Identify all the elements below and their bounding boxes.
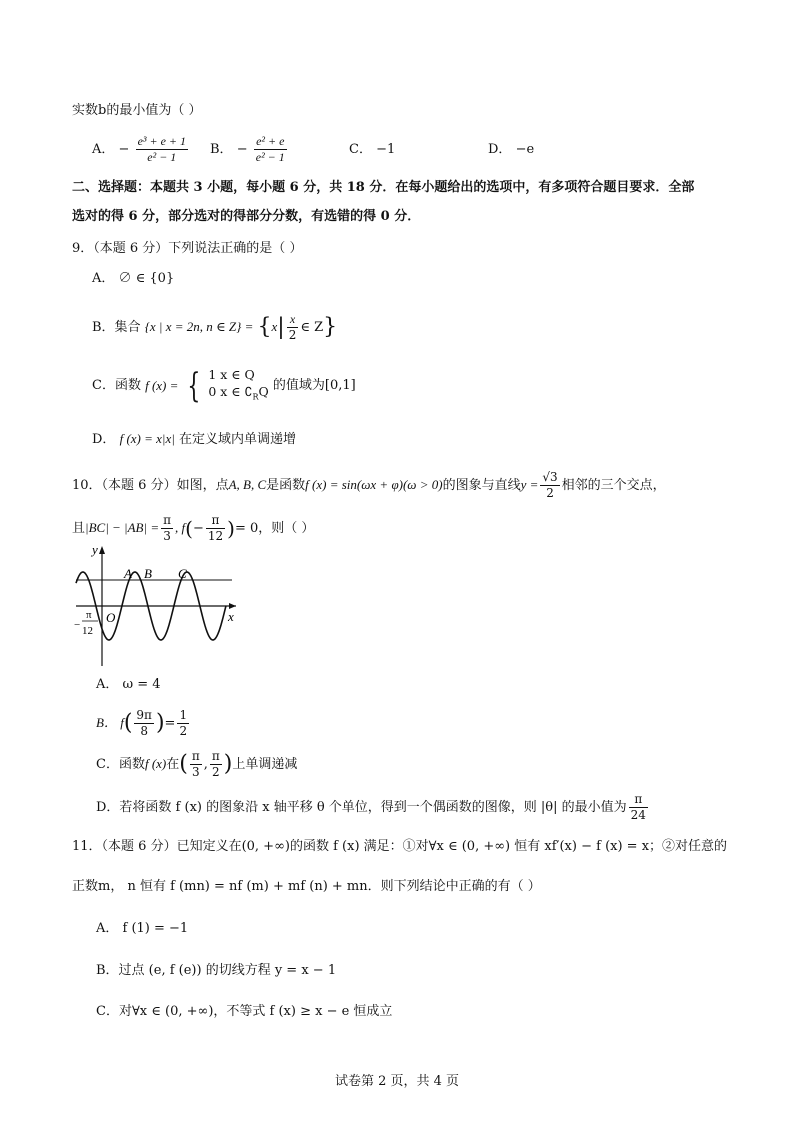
q10-option-a: A． ω = 4 — [96, 677, 161, 692]
q10-option-d: D．若将函数 f (x) 的图象沿 x 轴平移 θ 个单位，得到一个偶函数的图像，则 |θ| 的最小值为 $\frac{\pi}{24}$ — [96, 792, 646, 822]
q11-option-c: C．对∀x ∈ (0, +∞)，不等式 f (x) ≥ x − e 恒成立 — [96, 1004, 393, 1019]
q9-option-b: B．集合 {x | x = 2n, n ∈ Z} = {x| $\frac{x}{2}$ ∈ Z} — [92, 312, 338, 342]
y-axis-arrow-icon — [99, 546, 105, 554]
q9-option-c: C．函数 f (x) = { 1 x ∈ Q 0 x ∈ $∁_RQ$ 的值域为[0,1] — [92, 365, 356, 406]
section2-heading-line2: 选对的得 6 分，部分选对的得部分分数，有选错的得 0 分． — [72, 209, 421, 224]
q11-option-a: A． f (1) = −1 — [96, 921, 189, 936]
q8-option-a: A． − $\frac{\text{e³ + e + 1}}{\text{e² − 1}}$ — [92, 134, 187, 164]
tick-minus: − — [74, 619, 81, 631]
q10-option-c: C．函数f (x)在( $\frac{\pi}{3}$ , $\frac{\pi}{2}$ )上单调递减 — [96, 749, 298, 779]
point-b-label: B — [144, 566, 152, 581]
q10-sine-graph — [72, 542, 242, 670]
origin-label: O — [106, 610, 116, 625]
x-axis-label: x — [228, 609, 234, 624]
point-c-label: C — [178, 566, 187, 581]
q11-stem-line1: 11．（本题 6 分）已知定义在(0, +∞)的函数 f (x) 满足：①对∀x ∈ (0, +∞) 恒有 xf′(x) − f (x) = x；②对任意的 — [72, 839, 728, 854]
q8-stem: 实数b的最小值为（ ） — [72, 103, 202, 118]
section2-heading-line1: 二、选择题：本题共 3 小题，每小题 6 分，共 18 分．在每小题给出的选项中，有多项符合题目要求．全部 — [72, 180, 695, 195]
q11-option-b: B．过点 (e, f (e)) 的切线方程 y = x − 1 — [96, 963, 337, 978]
point-a-label: A — [124, 566, 132, 581]
q8-option-d: D． −e — [488, 142, 535, 157]
page-footer: 试卷第 2 页，共 4 页 — [334, 1074, 460, 1089]
q10-stem-line1: 10．（本题 6 分）如图，点A, B, C是函数f (x) = sin(ωx + φ)(ω > 0)的图象与直线y = $\frac{√3}{2}$ 相邻的三个交点， — [72, 470, 666, 500]
tick-pi: π — [86, 609, 92, 621]
q9-stem: 9．（本题 6 分）下列说法正确的是（ ） — [72, 241, 303, 256]
q10-stem-line2: 且|BC| − |AB| = $\frac{\pi}{3}$ , f(− $\frac{\pi}{12}$ )= 0，则（ ） — [72, 513, 315, 543]
q11-stem-line2: 正数m， n 恒有 f (mn) = nf (m) + mf (n) + mn．则下列结论中正确的有（ ） — [72, 879, 541, 894]
q9-option-d: D． f (x) = x|x| 在定义域内单调递增 — [92, 431, 296, 447]
q8-option-c: C． −1 — [349, 142, 396, 157]
q10-option-b: B． f( $\frac{9\pi}{8}$ )= $\frac{1}{2}$ — [96, 708, 188, 738]
tick-12: 12 — [82, 625, 93, 637]
y-axis-label: y — [92, 542, 98, 557]
q8-option-b: B． − $\frac{\text{e² + e}}{\text{e² − 1}}$ — [210, 134, 285, 164]
q9-option-a: A． ∅ ∈ {0} — [92, 271, 175, 286]
